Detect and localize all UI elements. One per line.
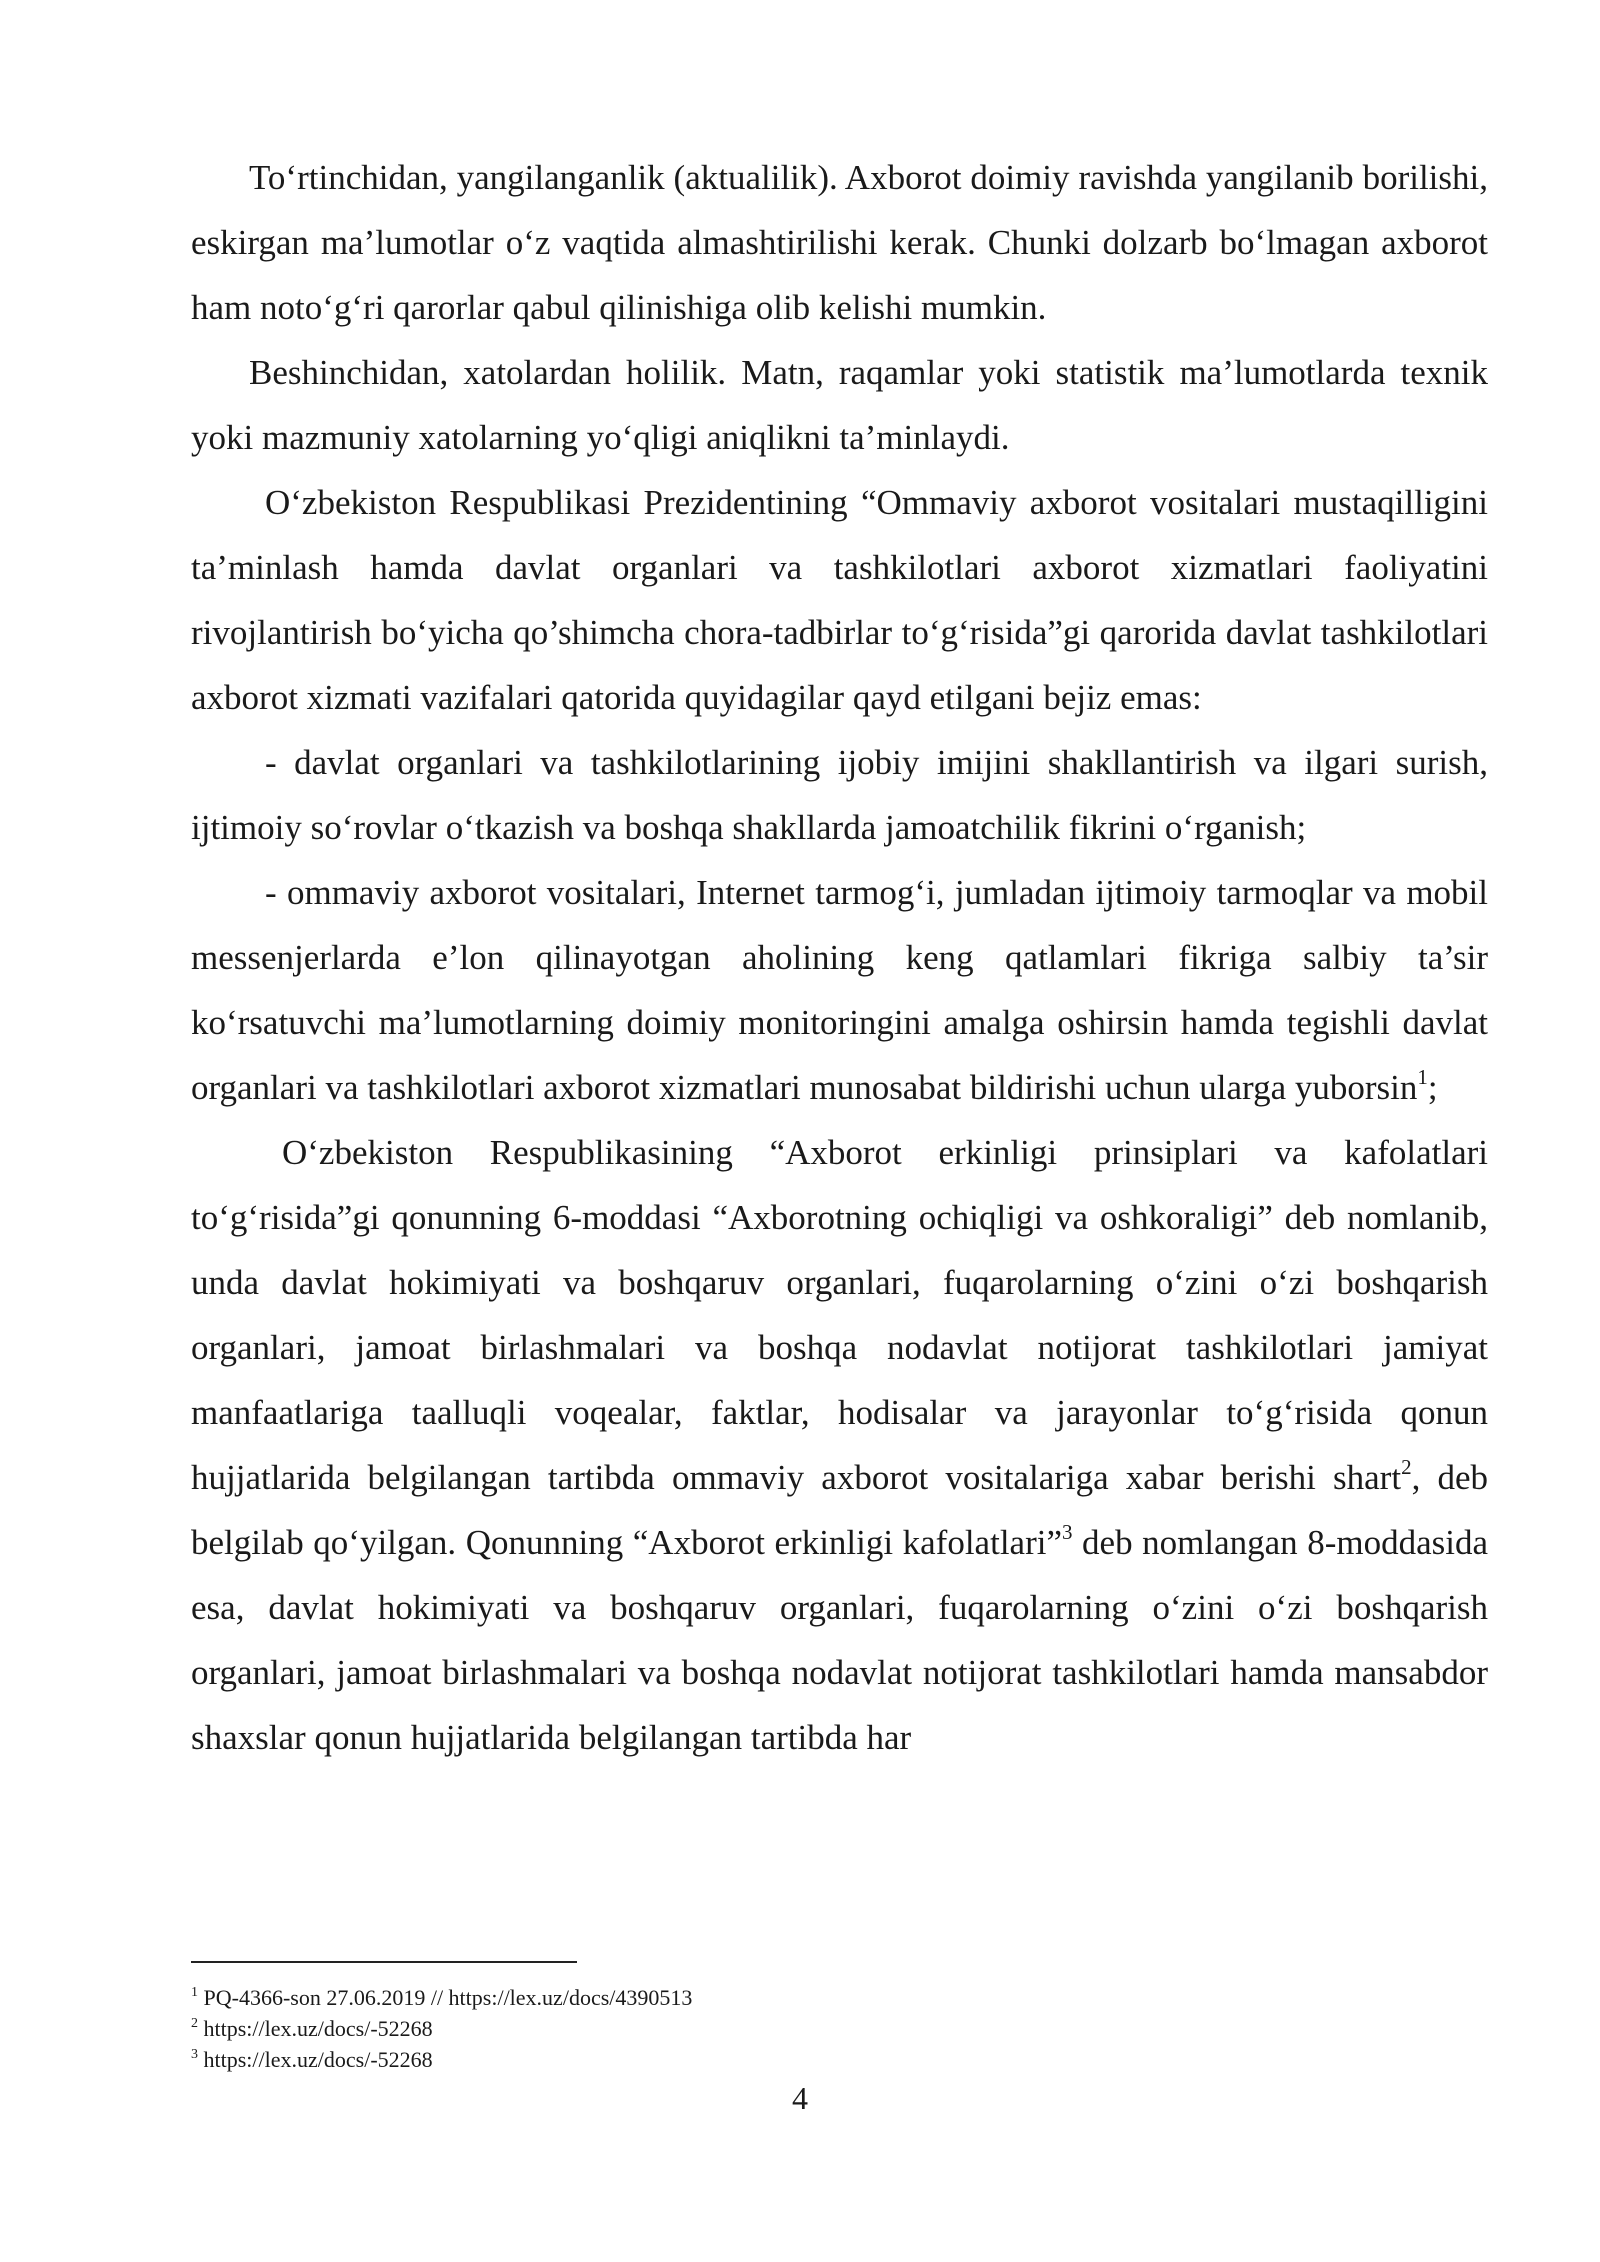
footnote-3 (191, 2044, 1391, 2075)
footnote-2 (191, 2013, 1391, 2044)
body-text (191, 145, 1488, 1770)
footnote-1 (191, 1982, 1391, 2013)
footnote-text: PQ-4366-son 27.06.2019 // https://lex.uz/docs/4390513 (198, 1985, 693, 2010)
footnote-ref-2[interactable]: 2 (1401, 1455, 1412, 1480)
paragraph-actuality: To‘rtinchidan, yangilanganlik (aktualilik). Axborot doimiy ravishda yangilanib borilishi, eskirgan ma’lumotlar o‘z vaqtida almashtirilishi kerak. Chunki dolzarb bo‘lmagan axborot ham noto‘g‘ri qarorlar qabul qilinishiga olib kelishi mumkin. (191, 158, 1488, 327)
list-item-media-monitoring (191, 860, 1488, 1120)
footnote-separator (191, 1961, 577, 1963)
paragraph-part-3: deb nomlangan 8-moddasida esa, davlat hokimiyati va boshqaruv organlari, fuqarolarning o‘zini o‘zi boshqarish organlari, jamoat birlashmalari va boshqa nodavlat notijorat tashkilotlari hamda mansabdor shaxslar qonun hujjatlarida belgilangan tartibda har (191, 1523, 1488, 1757)
page-number: 4 (792, 2080, 808, 2116)
paragraph-presidential-decree: O‘zbekiston Respublikasi Prezidentining “Ommaviy axborot vositalari mustaqilligini ta’minlash hamda davlat organlari va tashkilotlari axborot xizmatlari faoliyatini rivojlantirish bo‘yicha qo’shimcha chora-tadbirlar to‘g‘risida”gi qarorida davlat tashkilotlari axborot xizmati vazifalari qatorida quyidagilar qayd etilgani bejiz emas: (191, 483, 1488, 717)
paragraph-part-1: O‘zbekiston Respublikasining “Axborot erkinligi prinsiplari va kafolatlari to‘g‘risida”gi qonunning 6-moddasi “Axborotning ochiqligi va oshkoraligi” deb nomlanib, unda davlat hokimiyati va boshqaruv organlari, fuqarolarning o‘zini o‘zi boshqarish organlari, jamoat birlashmalari va boshqa nodavlat notijorat tashkilotlari jamiyat manfaatlariga taalluqli voqealar, faktlar, hodisalar va jarayonlar to‘g‘risida qonun hujjatlarida belgilangan tartibda ommaviy axborot vositalariga xabar berishi shart (191, 1133, 1488, 1497)
paragraph-accuracy: Beshinchidan, xatolardan holilik. Matn, raqamlar yoki statistik ma’lumotlarda texnik yoki mazmuniy xatolarning yo‘qligi aniqlikni ta’minlaydi. (191, 353, 1488, 457)
list-item-image-building: - davlat organlari va tashkilotlarining ijobiy imijini shakllantirish va ilgari surish, ijtimoiy so‘rovlar o‘tkazish va boshqa shakllarda jamoatchilik fikrini o‘rganish; (191, 743, 1488, 847)
footnote-number: 1 (191, 1984, 198, 2000)
footnote-number: 3 (191, 2046, 198, 2062)
list-item-text: - ommaviy axborot vositalari, Internet tarmog‘i, jumladan ijtimoiy tarmoqlar va mobil messenjerlarda e’lon qilinayotgan aholining keng qatlamlari fikriga salbiy ta’sir ko‘rsatuvchi ma’lumotlarning doimiy monitoringini amalga oshirsin hamda tegishli davlat organlari va tashkilotlari axborot xizmatlari munosabat bildirishi uchun ularga yuborsin (191, 873, 1488, 1107)
paragraph-part-2: , deb belgilab qo‘yilgan. Qonunning “Axborot erkinligi kafolatlari” (191, 1458, 1488, 1562)
footnote-text: https://lex.uz/docs/-52268 (198, 2047, 433, 2072)
footnotes (191, 1982, 1391, 2075)
footnote-ref-1[interactable]: 1 (1417, 1065, 1428, 1090)
paragraph-information-law (191, 1120, 1488, 1770)
footnote-number: 2 (191, 2015, 198, 2031)
list-item-tail: ; (1427, 1068, 1438, 1107)
footnote-text: https://lex.uz/docs/-52268 (198, 2016, 433, 2041)
footnote-ref-3[interactable]: 3 (1062, 1520, 1073, 1545)
